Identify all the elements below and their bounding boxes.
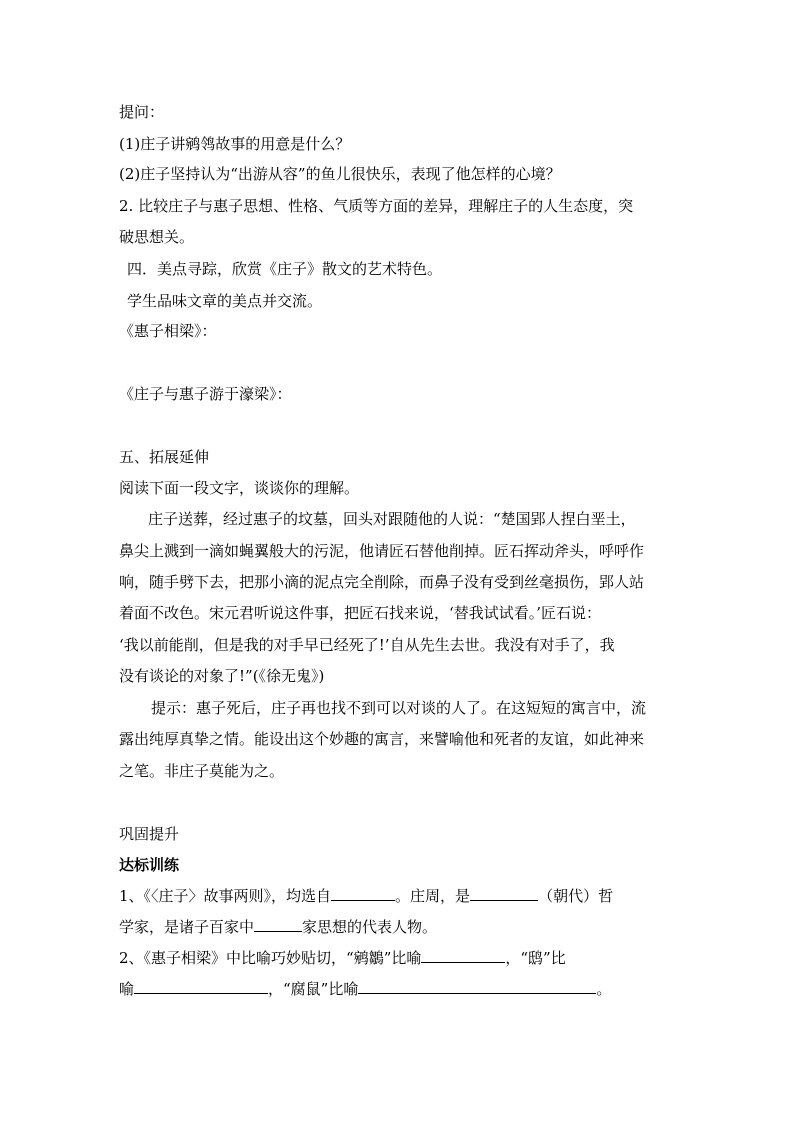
exercise-1-text: 家思想的代表人物。 xyxy=(302,918,438,936)
passage-line: 响，随手劈下去，把那小滴的泥点完全削除，而鼻子没有受到丝毫损伤，郢人站 xyxy=(119,573,645,591)
passage-line: 着面不改色。宋元君听说这件事，把匠石找来说，‘替我试试看。’匠石说： xyxy=(119,604,602,622)
section-4-heading: 四．美点寻踪，欣赏《庄子》散文的艺术特色。 xyxy=(127,260,443,278)
student-activity: 学生品味文章的美点并交流。 xyxy=(127,292,323,310)
exercise-1-text: （朝代）哲 xyxy=(538,887,614,905)
consolidation-heading: 巩固提升 xyxy=(119,825,180,843)
task-2-line-2: 破思想关。 xyxy=(119,228,195,246)
question-heading: 提问： xyxy=(119,103,165,121)
answer-blank-rotten-rat[interactable] xyxy=(358,979,596,994)
exercise-2-text: 2、《惠子相梁》中比喻巧妙贴切，“鹓鶵”比喻 xyxy=(119,949,422,967)
exercise-1-text: 学家，是诸子百家中 xyxy=(119,918,255,936)
task-2-line-1: 2. 比较庄子与惠子思想、性格、气质等方面的差异，理解庄子的人生态度，突 xyxy=(119,197,634,215)
exercise-1-line-1 xyxy=(119,886,613,906)
passage-line: 庄子送葬，经过惠子的坟墓，回头对跟随他的人说：“楚国郢人捏白垩土， xyxy=(148,510,636,528)
answer-blank-source[interactable] xyxy=(331,886,395,901)
exercise-2-text: ，“鸱”比 xyxy=(505,949,566,967)
hint-line: 之笔。非庄子莫能为之。 xyxy=(119,762,285,780)
exercise-1-text: 。庄周，是 xyxy=(395,887,471,905)
answer-blank-dynasty[interactable] xyxy=(470,886,538,901)
question-2: (2)庄子坚持认为“出游从容”的鱼儿很快乐，表现了他怎样的心境？ xyxy=(119,165,561,183)
exercise-2-line-2 xyxy=(119,979,611,999)
answer-blank-school[interactable] xyxy=(254,917,302,932)
question-1: (1)庄子讲鹓鸰故事的用意是什么？ xyxy=(119,135,351,153)
exercise-1-line-2 xyxy=(119,917,437,937)
passage-line: ‘我以前能削，但是我的对手早已经死了!’自从先生去世。我没有对手了，我 xyxy=(119,636,615,654)
exercise-2-text: ，“腐鼠”比喻 xyxy=(268,980,359,998)
hint-line: 提示：惠子死后，庄子再也找不到可以对谈的人了。在这短短的寓言中，流 xyxy=(151,699,647,717)
exercise-2-line-1 xyxy=(119,948,566,968)
reading-instruction: 阅读下面一段文字，谈谈你的理解。 xyxy=(119,479,360,497)
answer-blank-yuanchu[interactable] xyxy=(421,948,505,963)
exercise-heading: 达标训练 xyxy=(119,856,180,874)
exercise-2-text: 喻 xyxy=(119,980,135,998)
huizi-xiangliang-label: 《惠子相梁》： xyxy=(119,322,217,340)
answer-blank-chi[interactable] xyxy=(134,979,268,994)
passage-line: 鼻尖上溅到一滴如蝇翼般大的污泥，他请匠石替他削掉。匠石挥动斧头，呼呼作 xyxy=(119,542,645,560)
section-5-heading: 五、拓展延伸 xyxy=(119,448,210,466)
haoliang-label: 《庄子与惠子游于濠梁》： xyxy=(119,385,292,403)
exercise-2-text: 。 xyxy=(596,980,612,998)
hint-line: 露出纯厚真挚之情。能设出这个妙趣的寓言，来譬喻他和死者的友谊，如此神来 xyxy=(119,730,645,748)
exercise-1-text: 1、《〈庄子〉故事两则》，均选自 xyxy=(119,887,332,905)
passage-line: 没有谈论的对象了!”(《徐无鬼》) xyxy=(119,667,325,685)
